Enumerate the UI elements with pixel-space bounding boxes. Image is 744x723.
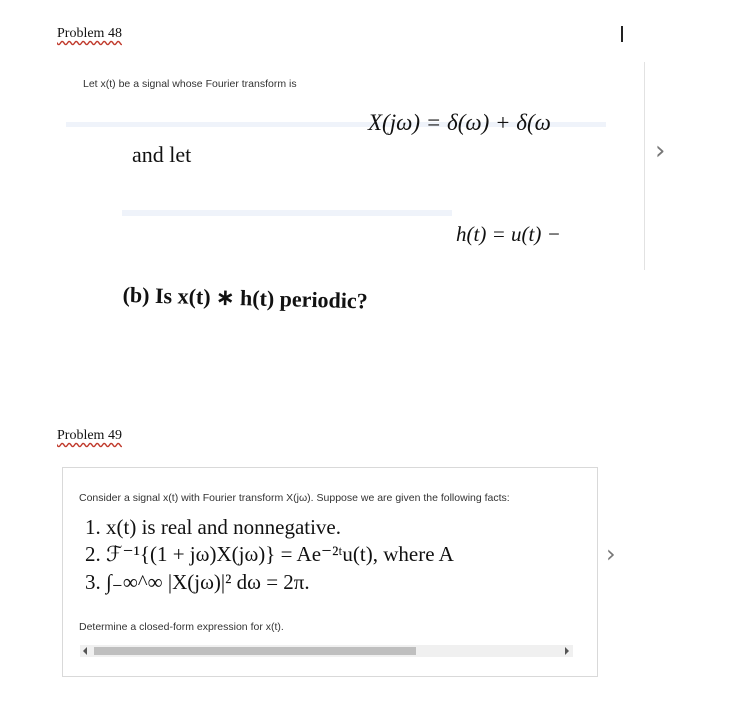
fact-2: 2. ℱ⁻¹{(1 + jω)X(jω)} = Ae⁻²ᵗu(t), where A	[85, 542, 454, 566]
problem-48-title: Problem 48	[57, 26, 122, 41]
arrow-left-icon[interactable]	[83, 647, 87, 655]
problem-48-panel	[58, 62, 645, 270]
text-cursor	[621, 26, 623, 42]
equation-h: h(t) = u(t) −	[456, 222, 561, 246]
chevron-right-icon[interactable]: ›	[606, 540, 616, 568]
arrow-right-icon[interactable]	[565, 647, 569, 655]
scrollbar-thumb[interactable]	[94, 647, 416, 655]
problem-49-outro: Determine a closed-form expression for x(t).	[79, 621, 284, 633]
equation-X: X(jω) = δ(ω) + δ(ω	[368, 110, 551, 135]
fact-1: 1. x(t) is real and nonnegative.	[85, 515, 341, 539]
and-let-text: and let	[132, 142, 192, 167]
problem-49-intro: Consider a signal x(t) with Fourier transform X(jω). Suppose we are given the following facts:	[79, 492, 510, 504]
chevron-right-icon[interactable]: ›	[655, 136, 666, 166]
problem-49-title: Problem 49	[57, 428, 122, 443]
fact-3: 3. ∫₋∞^∞ |X(jω)|² dω = 2π.	[85, 570, 310, 594]
faint-artifact	[122, 210, 452, 216]
problem-48-intro: Let x(t) be a signal whose Fourier transform is	[83, 78, 297, 90]
horizontal-scrollbar[interactable]	[80, 645, 573, 657]
part-b-question: (b) Is x(t) ∗ h(t) periodic?	[122, 282, 369, 314]
